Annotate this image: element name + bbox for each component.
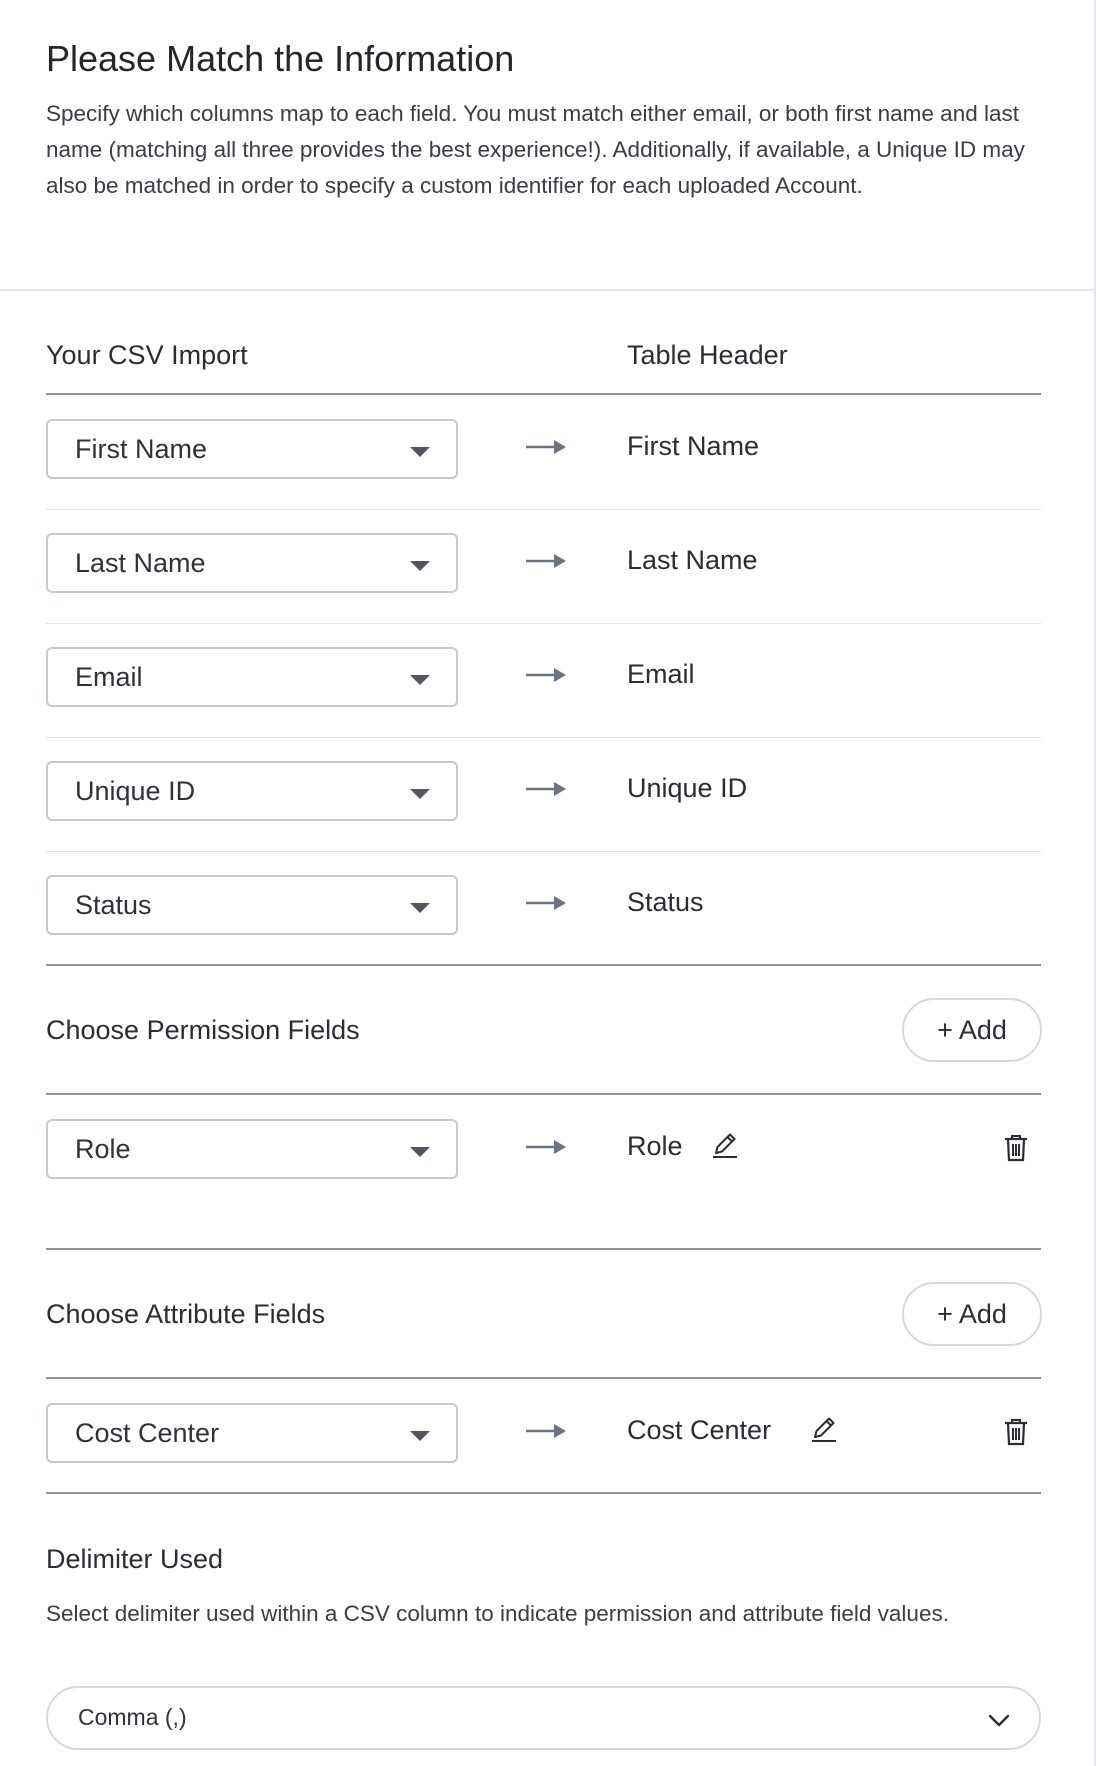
caret-down-icon	[410, 1147, 430, 1157]
arrow-right-icon	[524, 1419, 568, 1443]
permission-row-role	[46, 1095, 1041, 1209]
section-rule	[46, 1492, 1041, 1494]
arrow-right-icon	[524, 549, 568, 573]
csv-column-value: Unique ID	[75, 776, 196, 806]
csv-column-value: Last Name	[75, 548, 206, 578]
chevron-down-icon	[987, 1708, 1011, 1732]
delimiter-value: Comma (,)	[78, 1704, 187, 1730]
caret-down-icon	[410, 447, 430, 457]
arrow-right-icon	[524, 435, 568, 459]
trash-icon[interactable]	[1002, 1417, 1030, 1447]
trash-icon[interactable]	[1002, 1133, 1030, 1163]
csv-column-value: Email	[75, 662, 143, 692]
table-header-label: Role	[627, 1131, 683, 1161]
table-header-label: Email	[627, 659, 695, 689]
permission-fields-title: Choose Permission Fields	[46, 1015, 360, 1045]
mapping-row-email	[46, 623, 1041, 737]
csv-column-value: Status	[75, 890, 152, 920]
arrow-right-icon	[524, 891, 568, 915]
csv-column-value: First Name	[75, 434, 208, 464]
delimiter-title: Delimiter Used	[46, 1544, 224, 1574]
delimiter-select[interactable]	[46, 1686, 1041, 1750]
csv-column-value: Cost Center	[75, 1418, 220, 1448]
attribute-row-cost-center	[46, 1379, 1041, 1493]
csv-column-value: Role	[75, 1134, 131, 1164]
csv-column-select[interactable]	[46, 1119, 458, 1179]
arrow-right-icon	[524, 1135, 568, 1159]
table-header-label: Status	[627, 887, 704, 917]
caret-down-icon	[410, 1431, 430, 1441]
header-divider	[0, 289, 1096, 291]
csv-column-select[interactable]	[46, 875, 458, 935]
table-header-label: Unique ID	[627, 773, 748, 803]
csv-column-select[interactable]	[46, 533, 458, 593]
mapping-row-last-name	[46, 509, 1041, 623]
section-rule	[46, 1248, 1041, 1250]
mapping-row-unique-id	[46, 737, 1041, 851]
add-permission-button[interactable]: + Add	[902, 998, 1042, 1062]
page-description: Specify which columns map to each field. You must match either email, or both first name and last name (matching all three provides the best experience!). Additionally, if available, a Unique ID may also be matched in order to specify a custom identifier for each uploaded Account.	[46, 101, 1025, 198]
arrow-right-icon	[524, 663, 568, 687]
arrow-right-icon	[524, 777, 568, 801]
table-header-label: First Name	[627, 431, 760, 461]
csv-import-column-header: Your CSV Import	[46, 340, 248, 370]
caret-down-icon	[410, 903, 430, 913]
mapping-row-status	[46, 851, 1041, 965]
add-attribute-button[interactable]: + Add	[902, 1282, 1042, 1346]
page-title: Please Match the Information	[46, 38, 515, 79]
csv-column-select[interactable]	[46, 761, 458, 821]
csv-column-select[interactable]	[46, 647, 458, 707]
pencil-icon[interactable]	[709, 1129, 741, 1161]
table-header-column-header: Table Header	[627, 340, 788, 370]
attribute-fields-title: Choose Attribute Fields	[46, 1299, 326, 1329]
caret-down-icon	[410, 561, 430, 571]
caret-down-icon	[410, 675, 430, 685]
delimiter-description: Select delimiter used within a CSV column to indicate permission and attribute field values.	[46, 1601, 949, 1626]
table-header-label: Last Name	[627, 545, 758, 575]
pencil-icon[interactable]	[808, 1413, 840, 1445]
mapping-row-first-name	[46, 395, 1041, 509]
csv-column-select[interactable]	[46, 1403, 458, 1463]
csv-column-select[interactable]	[46, 419, 458, 479]
table-header-label: Cost Center	[627, 1415, 772, 1445]
caret-down-icon	[410, 789, 430, 799]
section-rule	[46, 964, 1041, 966]
